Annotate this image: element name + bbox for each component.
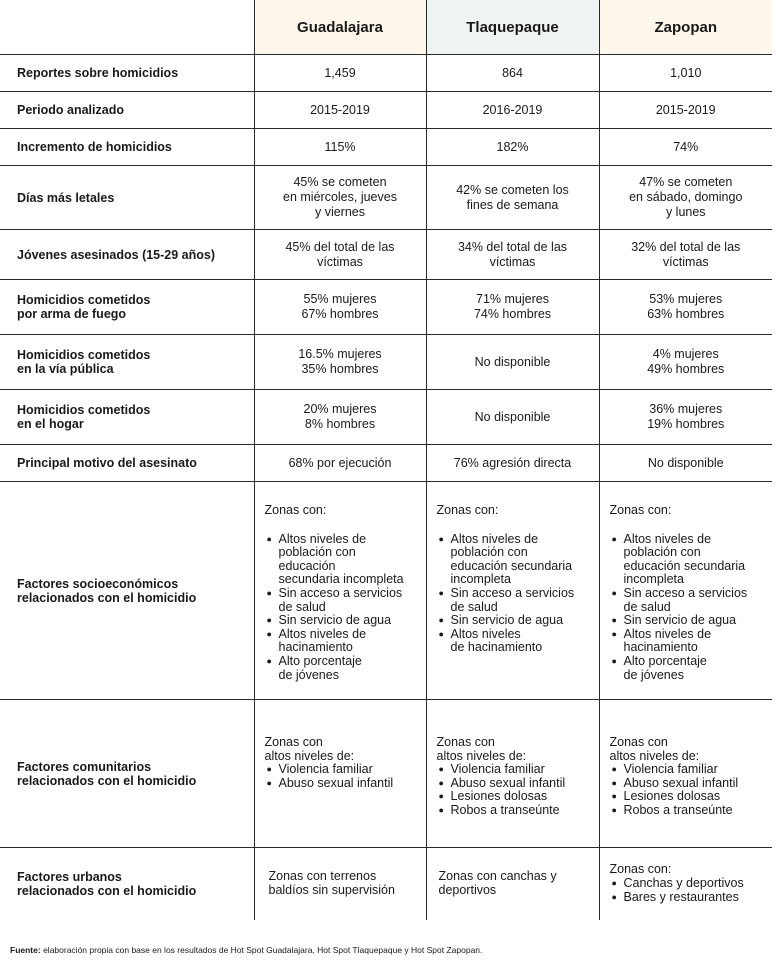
zone-intro: Zonas con: [436, 503, 499, 517]
table-row [0, 335, 772, 390]
table-cell: 182% [426, 129, 599, 166]
row-label: Homicidios cometidos en la vía pública [0, 335, 254, 390]
list-item: ● Sin servicio de agua [437, 614, 593, 628]
list-item: ● Robos a transeúnte [437, 804, 593, 818]
table-cell: 115% [254, 129, 426, 166]
table-cell [426, 700, 599, 848]
bullet-list [610, 533, 767, 683]
table-cell: 1,459 [254, 55, 426, 92]
list-item: ● Robos a transeúnte [610, 804, 767, 818]
row-label: Jóvenes asesinados (15-29 años) [0, 230, 254, 280]
table-cell: 32% del total de las víctimas [599, 230, 772, 280]
bullet-list [265, 533, 420, 683]
row-label: Factores urbanos relacionados con el homicidio [0, 848, 254, 920]
table-cell [254, 700, 426, 848]
table-cell [599, 482, 772, 700]
table-cell: No disponible [426, 390, 599, 445]
list-item: ● Sin servicio de agua [265, 614, 420, 628]
list-item: ● Altos niveles de hacinamiento [437, 628, 593, 655]
zone-intro: Zonas con altos niveles de: [436, 735, 527, 763]
row-label: Homicidios cometidos por arma de fuego [0, 280, 254, 335]
header-row [0, 0, 772, 55]
table-cell [426, 482, 599, 700]
row-label: Homicidios cometidos en el hogar [0, 390, 254, 445]
table-row [0, 445, 772, 482]
row-label: Reportes sobre homicidios [0, 55, 254, 92]
zone-intro: Zonas con altos niveles de: [609, 735, 700, 763]
table-cell: 2015-2019 [599, 92, 772, 129]
table-cell: 864 [426, 55, 599, 92]
source-note [10, 945, 482, 955]
header-corner [0, 0, 254, 55]
column-header-tlaquepaque: Tlaquepaque [426, 0, 599, 55]
bullet-list [610, 763, 767, 817]
row-label: Principal motivo del asesinato [0, 445, 254, 482]
table-row [0, 390, 772, 445]
table-cell: 68% por ejecución [254, 445, 426, 482]
list-item: ● Bares y restaurantes [610, 891, 767, 905]
list-item: ● Altos niveles de población con educación secundaria incompleta [265, 533, 420, 587]
table-cell: 2015-2019 [254, 92, 426, 129]
table-cell: Zonas con canchas y deportivos [426, 848, 599, 920]
table-row [0, 92, 772, 129]
column-header-zapopan: Zapopan [599, 0, 772, 55]
table-cell: 16.5% mujeres 35% hombres [254, 335, 426, 390]
table-cell [599, 700, 772, 848]
table-row-socioeconomic [0, 482, 772, 700]
row-label: Factores socioeconómicos relacionados con el homicidio [0, 482, 254, 700]
table-row [0, 55, 772, 92]
list-item: ● Sin acceso a servicios de salud [265, 587, 420, 614]
table-cell: 76% agresión directa [426, 445, 599, 482]
bullet-list [437, 763, 593, 817]
table-cell: 55% mujeres 67% hombres [254, 280, 426, 335]
list-item: ● Sin acceso a servicios de salud [610, 587, 767, 614]
zone-intro: Zonas con: [609, 503, 672, 517]
bullet-list [437, 533, 593, 655]
table-cell: 53% mujeres 63% hombres [599, 280, 772, 335]
list-item: ● Canchas y deportivos [610, 877, 767, 891]
table-cell: 20% mujeres 8% hombres [254, 390, 426, 445]
table-cell: 71% mujeres 74% hombres [426, 280, 599, 335]
list-item: ● Abuso sexual infantil [265, 777, 420, 791]
list-item: ● Alto porcentaje de jóvenes [265, 655, 420, 682]
table-cell: 34% del total de las víctimas [426, 230, 599, 280]
table-cell: Zonas con terrenos baldíos sin supervisión [254, 848, 426, 920]
list-item: ● Sin servicio de agua [610, 614, 767, 628]
column-header-guadalajara: Guadalajara [254, 0, 426, 55]
table-row [0, 230, 772, 280]
list-item: ● Altos niveles de hacinamiento [265, 628, 420, 655]
table-cell: 1,010 [599, 55, 772, 92]
zone-intro: Zonas con: [264, 503, 327, 517]
list-item: ● Lesiones dolosas [437, 790, 593, 804]
table-cell: No disponible [426, 335, 599, 390]
table-row [0, 280, 772, 335]
source-label: Fuente: [10, 945, 41, 955]
list-item: ● Abuso sexual infantil [437, 777, 593, 791]
table-cell [599, 848, 772, 920]
row-label: Factores comunitarios relacionados con el homicidio [0, 700, 254, 848]
list-item: ● Altos niveles de población con educación secundaria incompleta [437, 533, 593, 587]
list-item: ● Altos niveles de hacinamiento [610, 628, 767, 655]
table-row-urban [0, 848, 772, 920]
table-cell: 42% se cometen los fines de semana [426, 166, 599, 230]
list-item: ● Sin acceso a servicios de salud [437, 587, 593, 614]
bullet-list [265, 763, 420, 790]
row-label: Días más letales [0, 166, 254, 230]
zone-intro: Zonas con altos niveles de: [264, 735, 355, 763]
table-cell: 4% mujeres 49% hombres [599, 335, 772, 390]
table-cell [254, 482, 426, 700]
table-row [0, 166, 772, 230]
table-cell: 45% se cometen en miércoles, jueves y viernes [254, 166, 426, 230]
table-cell: 47% se cometen en sábado, domingo y lunes [599, 166, 772, 230]
list-item: ● Altos niveles de población con educación secundaria incompleta [610, 533, 767, 587]
zone-intro: Zonas con: [609, 862, 672, 877]
bullet-list [610, 877, 767, 904]
row-label: Incremento de homicidios [0, 129, 254, 166]
row-label: Periodo analizado [0, 92, 254, 129]
list-item: ● Abuso sexual infantil [610, 777, 767, 791]
list-item: ● Violencia familiar [437, 763, 593, 777]
table-cell: 74% [599, 129, 772, 166]
list-item: ● Lesiones dolosas [610, 790, 767, 804]
list-item: ● Violencia familiar [265, 763, 420, 777]
table-row [0, 129, 772, 166]
list-item: ● Violencia familiar [610, 763, 767, 777]
source-text: elaboración propia con base en los resultados de Hot Spot Guadalajara, Hot Spot Tlaquepaque y Hot Spot Zapopan. [43, 945, 483, 955]
table-cell: No disponible [599, 445, 772, 482]
table-row-community [0, 700, 772, 848]
table-cell: 45% del total de las víctimas [254, 230, 426, 280]
table-cell: 2016-2019 [426, 92, 599, 129]
table-cell: 36% mujeres 19% hombres [599, 390, 772, 445]
list-item: ● Alto porcentaje de jóvenes [610, 655, 767, 682]
